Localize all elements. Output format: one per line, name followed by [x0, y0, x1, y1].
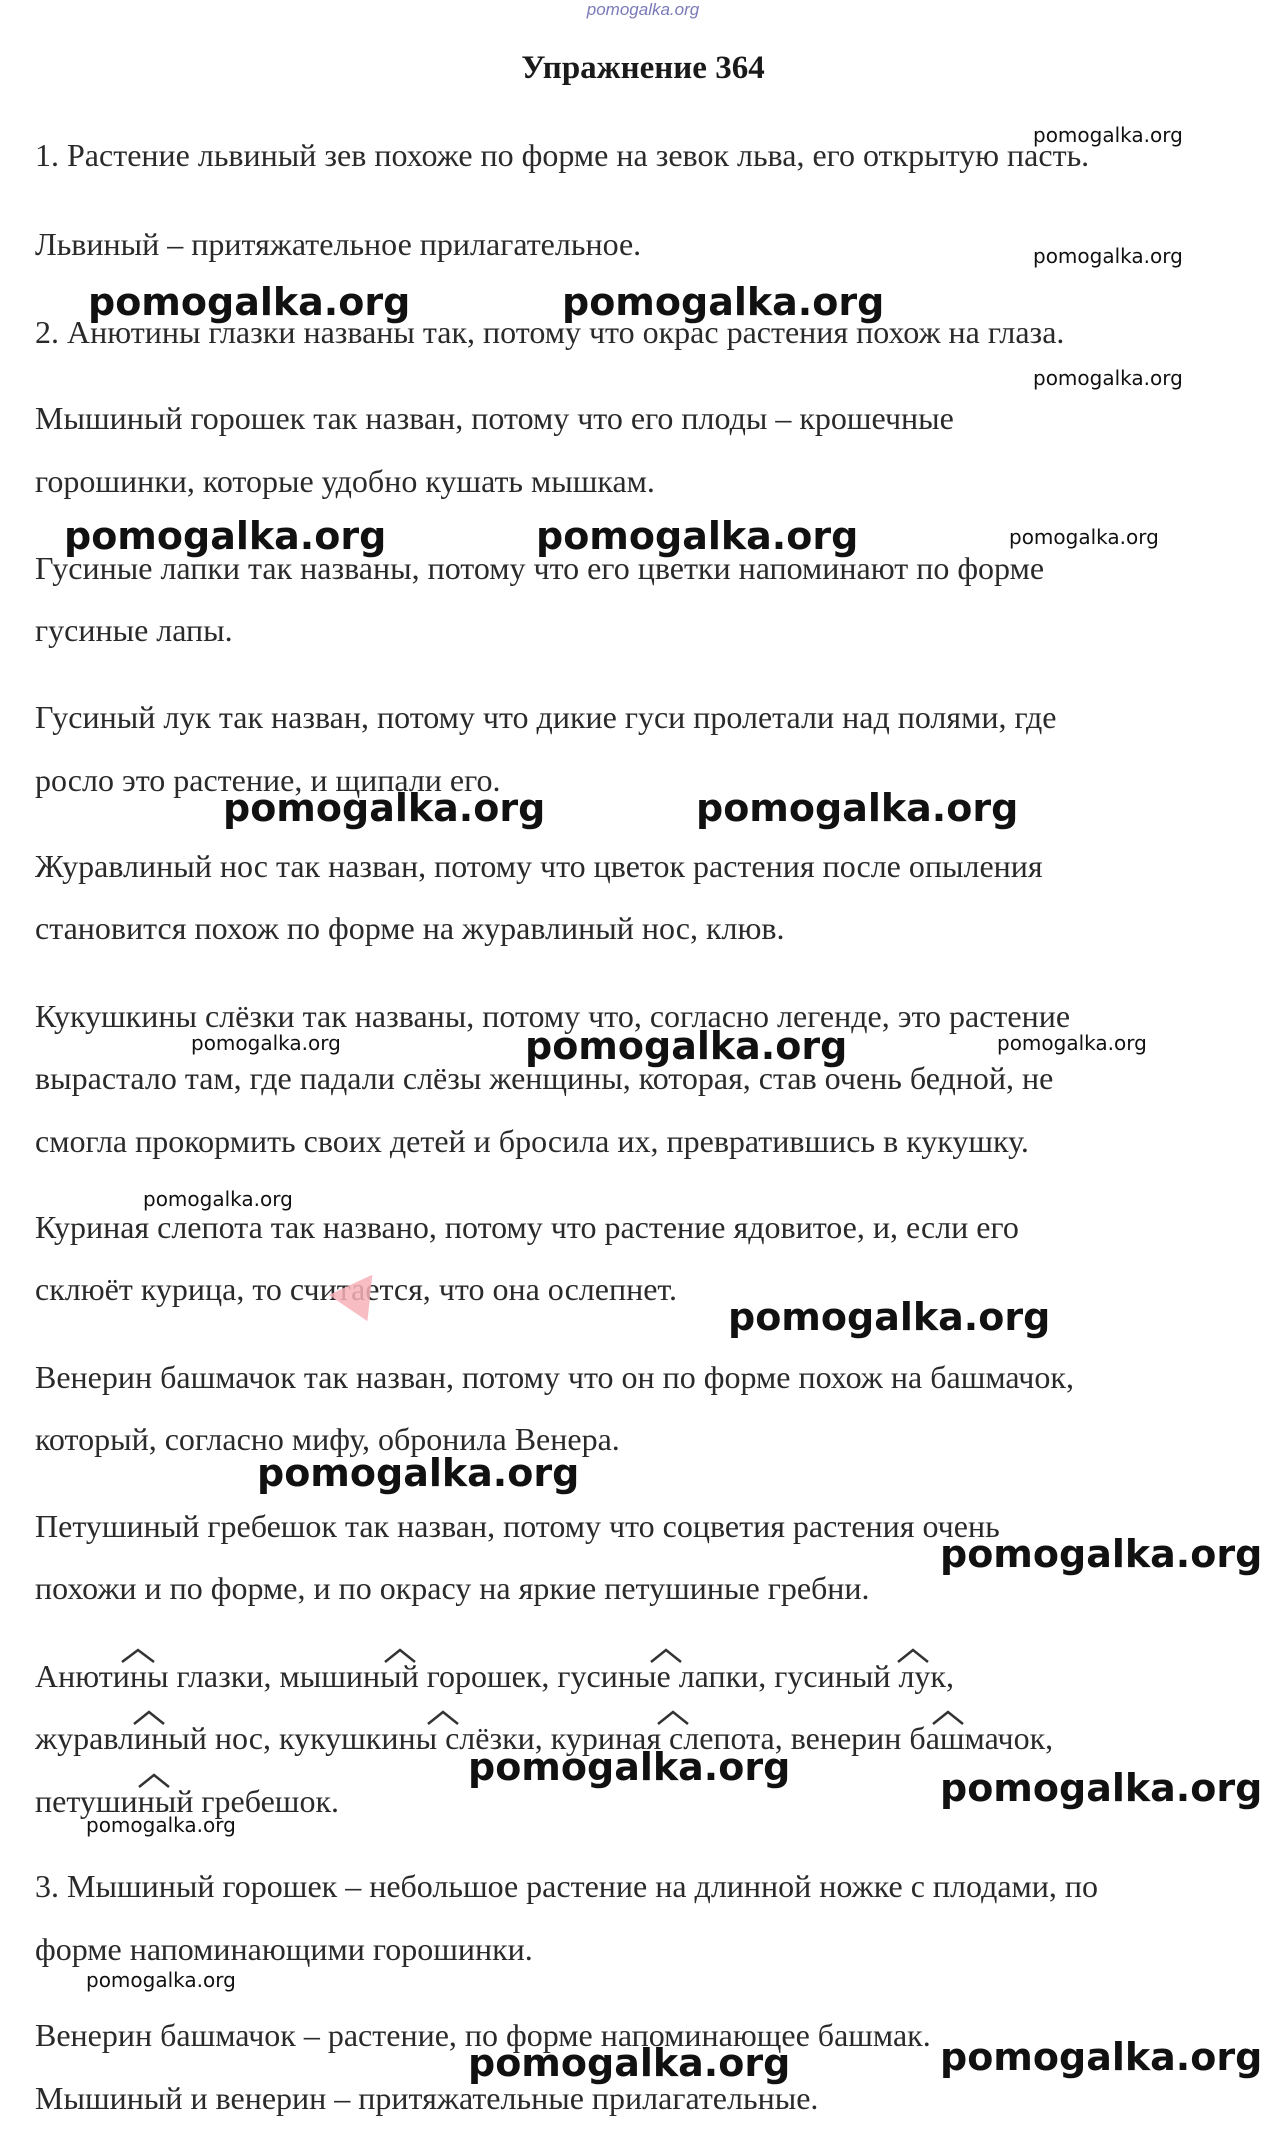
watermark-big: pomogalka.org — [468, 2041, 791, 2085]
watermark-small: pomogalka.org — [1033, 244, 1183, 268]
text-line: Гусиные лапки так названы, потому что его цветки напоминают по форме — [35, 550, 1045, 586]
watermark-big: pomogalka.org — [940, 1532, 1263, 1576]
text-line: смогла прокормить своих детей и бросила их, превратившись в кукушку. — [35, 1123, 1029, 1159]
watermark-small: pomogalka.org — [997, 1031, 1147, 1055]
watermark-big: pomogalka.org — [525, 1024, 848, 1068]
text-line: росло это растение, и щипали его. — [35, 762, 501, 798]
watermark-big: pomogalka.org — [940, 1766, 1263, 1810]
watermark-small: pomogalka.org — [191, 1031, 341, 1055]
suffix-arc — [898, 1650, 928, 1662]
suffix-arc — [658, 1712, 688, 1724]
watermark-big: pomogalka.org — [728, 1295, 1051, 1339]
watermark-big: pomogalka.org — [940, 2035, 1263, 2079]
watermark-big: pomogalka.org — [223, 786, 546, 830]
watermark-big: pomogalka.org — [468, 1745, 791, 1789]
text-line: Мышиный и венерин – притяжательные прилагательные. — [35, 2080, 819, 2116]
text-line: Львиный – притяжательное прилагательное. — [35, 226, 642, 262]
watermark-small: pomogalka.org — [1009, 525, 1159, 549]
watermark-big: pomogalka.org — [257, 1451, 580, 1495]
top-watermark: pomogalka.org — [586, 0, 700, 19]
watermark-big: pomogalka.org — [88, 280, 411, 324]
watermark-big: pomogalka.org — [64, 514, 387, 558]
text-line: 1. Растение львиный зев похоже по форме на зевок льва, его открытую пасть. — [35, 137, 1090, 173]
watermark-big: pomogalka.org — [562, 280, 885, 324]
text-line: Анютины глазки, мышиный горошек, гусиные лапки, гусиный лук, — [35, 1658, 954, 1694]
page-title: Упражнение 364 — [521, 50, 765, 86]
watermark-small: pomogalka.org — [1033, 366, 1183, 390]
text-line: становится похож по форме на журавлиный нос, клюв. — [35, 910, 785, 946]
text-line: который, согласно мифу, обронила Венера. — [35, 1421, 620, 1457]
suffix-arc — [134, 1712, 164, 1724]
suffix-arc — [651, 1650, 681, 1662]
text-line: склюёт курица, то считается, что она ослепнет. — [35, 1271, 677, 1307]
watermark-small: pomogalka.org — [143, 1187, 293, 1211]
suffix-arc — [933, 1712, 963, 1724]
text-line: Петушиный гребешок так назван, потому что соцветия растения очень — [35, 1508, 1000, 1544]
text-line: 2. Анютины глазки названы так, потому что окрас растения похож на глаза. — [35, 314, 1065, 350]
text-line: вырастало там, где падали слёзы женщины, которая, став очень бедной, не — [35, 1060, 1054, 1096]
text-line: Гусиный лук так назван, потому что дикие гуси пролетали над полями, где — [35, 699, 1057, 735]
watermark-small: pomogalka.org — [86, 1813, 236, 1837]
text-line: Кукушкины слёзки так названы, потому что, согласно легенде, это растение — [35, 998, 1071, 1034]
suffix-arc — [385, 1650, 415, 1662]
text-line: Журавлиный нос так назван, потому что цветок растения после опыления — [35, 848, 1043, 884]
watermark-big: pomogalka.org — [696, 786, 1019, 830]
suffix-arc — [122, 1650, 154, 1662]
text-line: 3. Мышиный горошек – небольшое растение на длинной ножке с плодами, по — [35, 1868, 1099, 1904]
watermark-big: pomogalka.org — [536, 514, 859, 558]
text-line: гусиные лапы. — [35, 612, 233, 648]
watermark-small: pomogalka.org — [86, 1968, 236, 1992]
watermark-small: pomogalka.org — [1033, 123, 1183, 147]
text-line: петушиный гребешок. — [35, 1783, 339, 1819]
text-line: Куриная слепота так названо, потому что растение ядовитое, и, если его — [35, 1209, 1019, 1245]
text-line: журавлиный нос, кукушкины слёзки, куриная слепота, венерин башмачок, — [35, 1720, 1054, 1756]
text-line: форме напоминающими горошинки. — [35, 1931, 533, 1967]
text-line: Мышиный горошек так назван, потому что его плоды – крошечные — [35, 400, 954, 436]
text-line: похожи и по форме, и по окрасу на яркие петушиные гребни. — [35, 1570, 870, 1606]
text-line: горошинки, которые удобно кушать мышкам. — [35, 463, 655, 499]
text-line: Венерин башмачок – растение, по форме напоминающее башмак. — [35, 2017, 931, 2053]
suffix-arc — [139, 1775, 169, 1787]
text-line: Венерин башмачок так назван, потому что он по форме похож на башмачок, — [35, 1359, 1074, 1395]
suffix-arc — [428, 1712, 458, 1724]
